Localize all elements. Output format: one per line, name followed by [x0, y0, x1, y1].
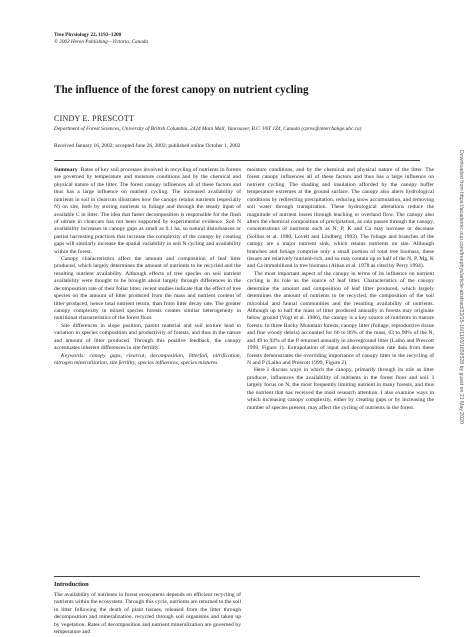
- keywords-list: canopy gaps, clearcut, decomposition, litterfall, nitrification, nitrogen mineralization, site fertility, species influences, species mixtures.: [54, 352, 241, 366]
- right-paragraph-1: moisture conditions, and by the chemical and physical nature of the litter. The forest canopy influences all of these factors and thus has a large influence on nutrient cycling. The shading and insulation afforded by the canopy buffer temperature extremes at the ground surface. The canopy also alters hydrological conditions by redirecting precipitation, reducing snow accumulation, and removing soil water through transpiration. These hydrological alterations reduce the magnitude of nutrient losses through leaching or overland flow. The canopy also alters the chemical composition of precipitation, as rain passes through the canopy, concentrations of nutrients such as N, P, K and Ca may increase or decrease (Sollins et al. 1980, Lovett and Lindberg 1993). The foliage and branches of the canopy are a major nutrient sink, which retains nutrients on site. Although branches and foliage comprise only a small portion of total tree biomass, these tissues are relatively nutrient-rich, and so may contain up to half of the N, P, Mg, K and Ca immobilized in tree biomass (Alban et al. 1978 as cited by Perry 1994).: [247, 167, 434, 270]
- right-paragraph-3: Here I discuss ways in which the canopy, primarily through its role as litter producer, influences the availability of nutrients in the forest floor and soil. I largely focus on N, the most frequently limiting nutrient in many forests, and thus the nutrient that has received the most research attention. I also examine ways in which increasing canopy complexity, either by creating gaps or by increasing the number of species present, may affect the cycling of nutrients in the forest.: [247, 367, 434, 411]
- download-watermark: Downloaded from https://academic.oup.com/treephys/article-abstract/22/15-16/1193/1659328 by guest on 21 May 2020: [458, 150, 464, 424]
- received-dates: Received January 16, 2002; accepted June 26, 2002; published online October 1, 2002: [54, 143, 241, 149]
- summary-paragraph-3: Site differences in slope position, parent material and soil texture lead to variation in species composition and productivity of forests, and thus in the nature and amount of litter produced. Through this positive feedback, the canopy accentuates inherent differences in site fertility.: [54, 322, 241, 352]
- summary-text-1: Rates of key soil processes involved in recycling of nutrients in forests are governed by temperature and moisture conditions and by the chemical and physical nature of the litter. The forest canopy influences all of these factors and thus has a large influence on nutrient cycling. The increased availability of nutrients in soil in clearcuts illustrates how the canopy retains nutrients (especially N) on site, both by storing nutrients in foliage and through the steady input of available C in litter. The idea that faster decomposition is responsible for the flush of nitrate in clearcuts has not been supported by experimental evidence. Soil N availability increases in canopy gaps as small as 0.1 ha, so natural disturbances or partial harvesting practices that increase the complexity of the canopy by creating gaps will similarly increase the spatial variability in soil N cycling and availability within the forest.: [54, 167, 241, 255]
- introduction-column: [54, 592, 241, 637]
- introduction-paragraph-1: The availability of nutrients in forest ecosystems depends on efficient recycling of nutrients within the ecosystem. Through this cycle, nutrients are returned to the soil in litter following the death of plant tissues, released from the litter through decomposition and mineralization, recycled through soil organisms and taken up by vegetation. Rates of decomposition and nutrient mineralization are governed by temperature and: [54, 592, 241, 636]
- summary-end-rule: [54, 576, 420, 577]
- summary-column: [54, 167, 241, 367]
- right-paragraph-2: The most important aspect of the canopy in terms of its influence on nutrient cycling is its role as the source of leaf litter. Characteristics of the canopy determine the amount and composition of leaf litter produced, which largely determines the amount of nutrients to be recycled, the composition of the soil microbial and faunal communities and the resulting availability of nutrients. Although up to half the mass of litter produced annually in forests may originate below ground (Vogt et al. 1986), the canopy is a key source of nutrients in mature forests. In three Rocky Mountain forests, canopy litter (foliage, reproductive tissue and fine woody debris) accounted for 66 to 86% of the mass, 63 to 90% of the N, and 49 to 92% of the P returned annually in aboveground litter (Laiho and Prescott 1999, Figure 1). Extrapolation of input and decomposition rate data from these forests demonstrates the overriding importance of canopy litter in the recycling of N and P (Laiho and Prescott 1999, Figure 2).: [247, 270, 434, 366]
- header-rule: [54, 160, 420, 161]
- article-title: The influence of the forest canopy on nutrient cycling: [54, 84, 309, 96]
- summary-paragraph-1: [54, 167, 241, 256]
- copyright-notice: © 2002 Heron Publishing—Victoria, Canada: [54, 39, 148, 45]
- summary-label: Summary: [54, 167, 78, 173]
- journal-citation: Tree Physiology 22, 1193–1200: [54, 32, 122, 38]
- right-column: [247, 167, 434, 412]
- keywords-label: Keywords:: [61, 352, 86, 359]
- introduction-heading: Introduction: [54, 581, 89, 588]
- keywords-paragraph: [54, 353, 241, 368]
- author-affiliation: Department of Forest Sciences, University of British Columbia, 2424 Main Mall, Vancouver, B.C. V6T 1Z4, Canada (cpres@interchange.ubc.ca): [54, 126, 362, 132]
- summary-paragraph-2: Canopy characteristics affect the amount and composition of leaf litter produced, which largely determines the amount of nutrients to be recycled and the resulting nutrient availability. Although effects of tree species on soil nutrient availability were thought to be brought about largely through differences in the decomposition rate of their foliar litter, recent studies indicate that the effect of tree species on the amount of litter produced from the mass and nutrient content of litter produced, hence total nutrient return, than from litter decay rate. The greater canopy complexity in mixed species forests creates similar heterogeneity in nutritional characteristics of the forest floor.: [54, 256, 241, 322]
- article-author: CINDY E. PRESCOTT: [54, 114, 135, 123]
